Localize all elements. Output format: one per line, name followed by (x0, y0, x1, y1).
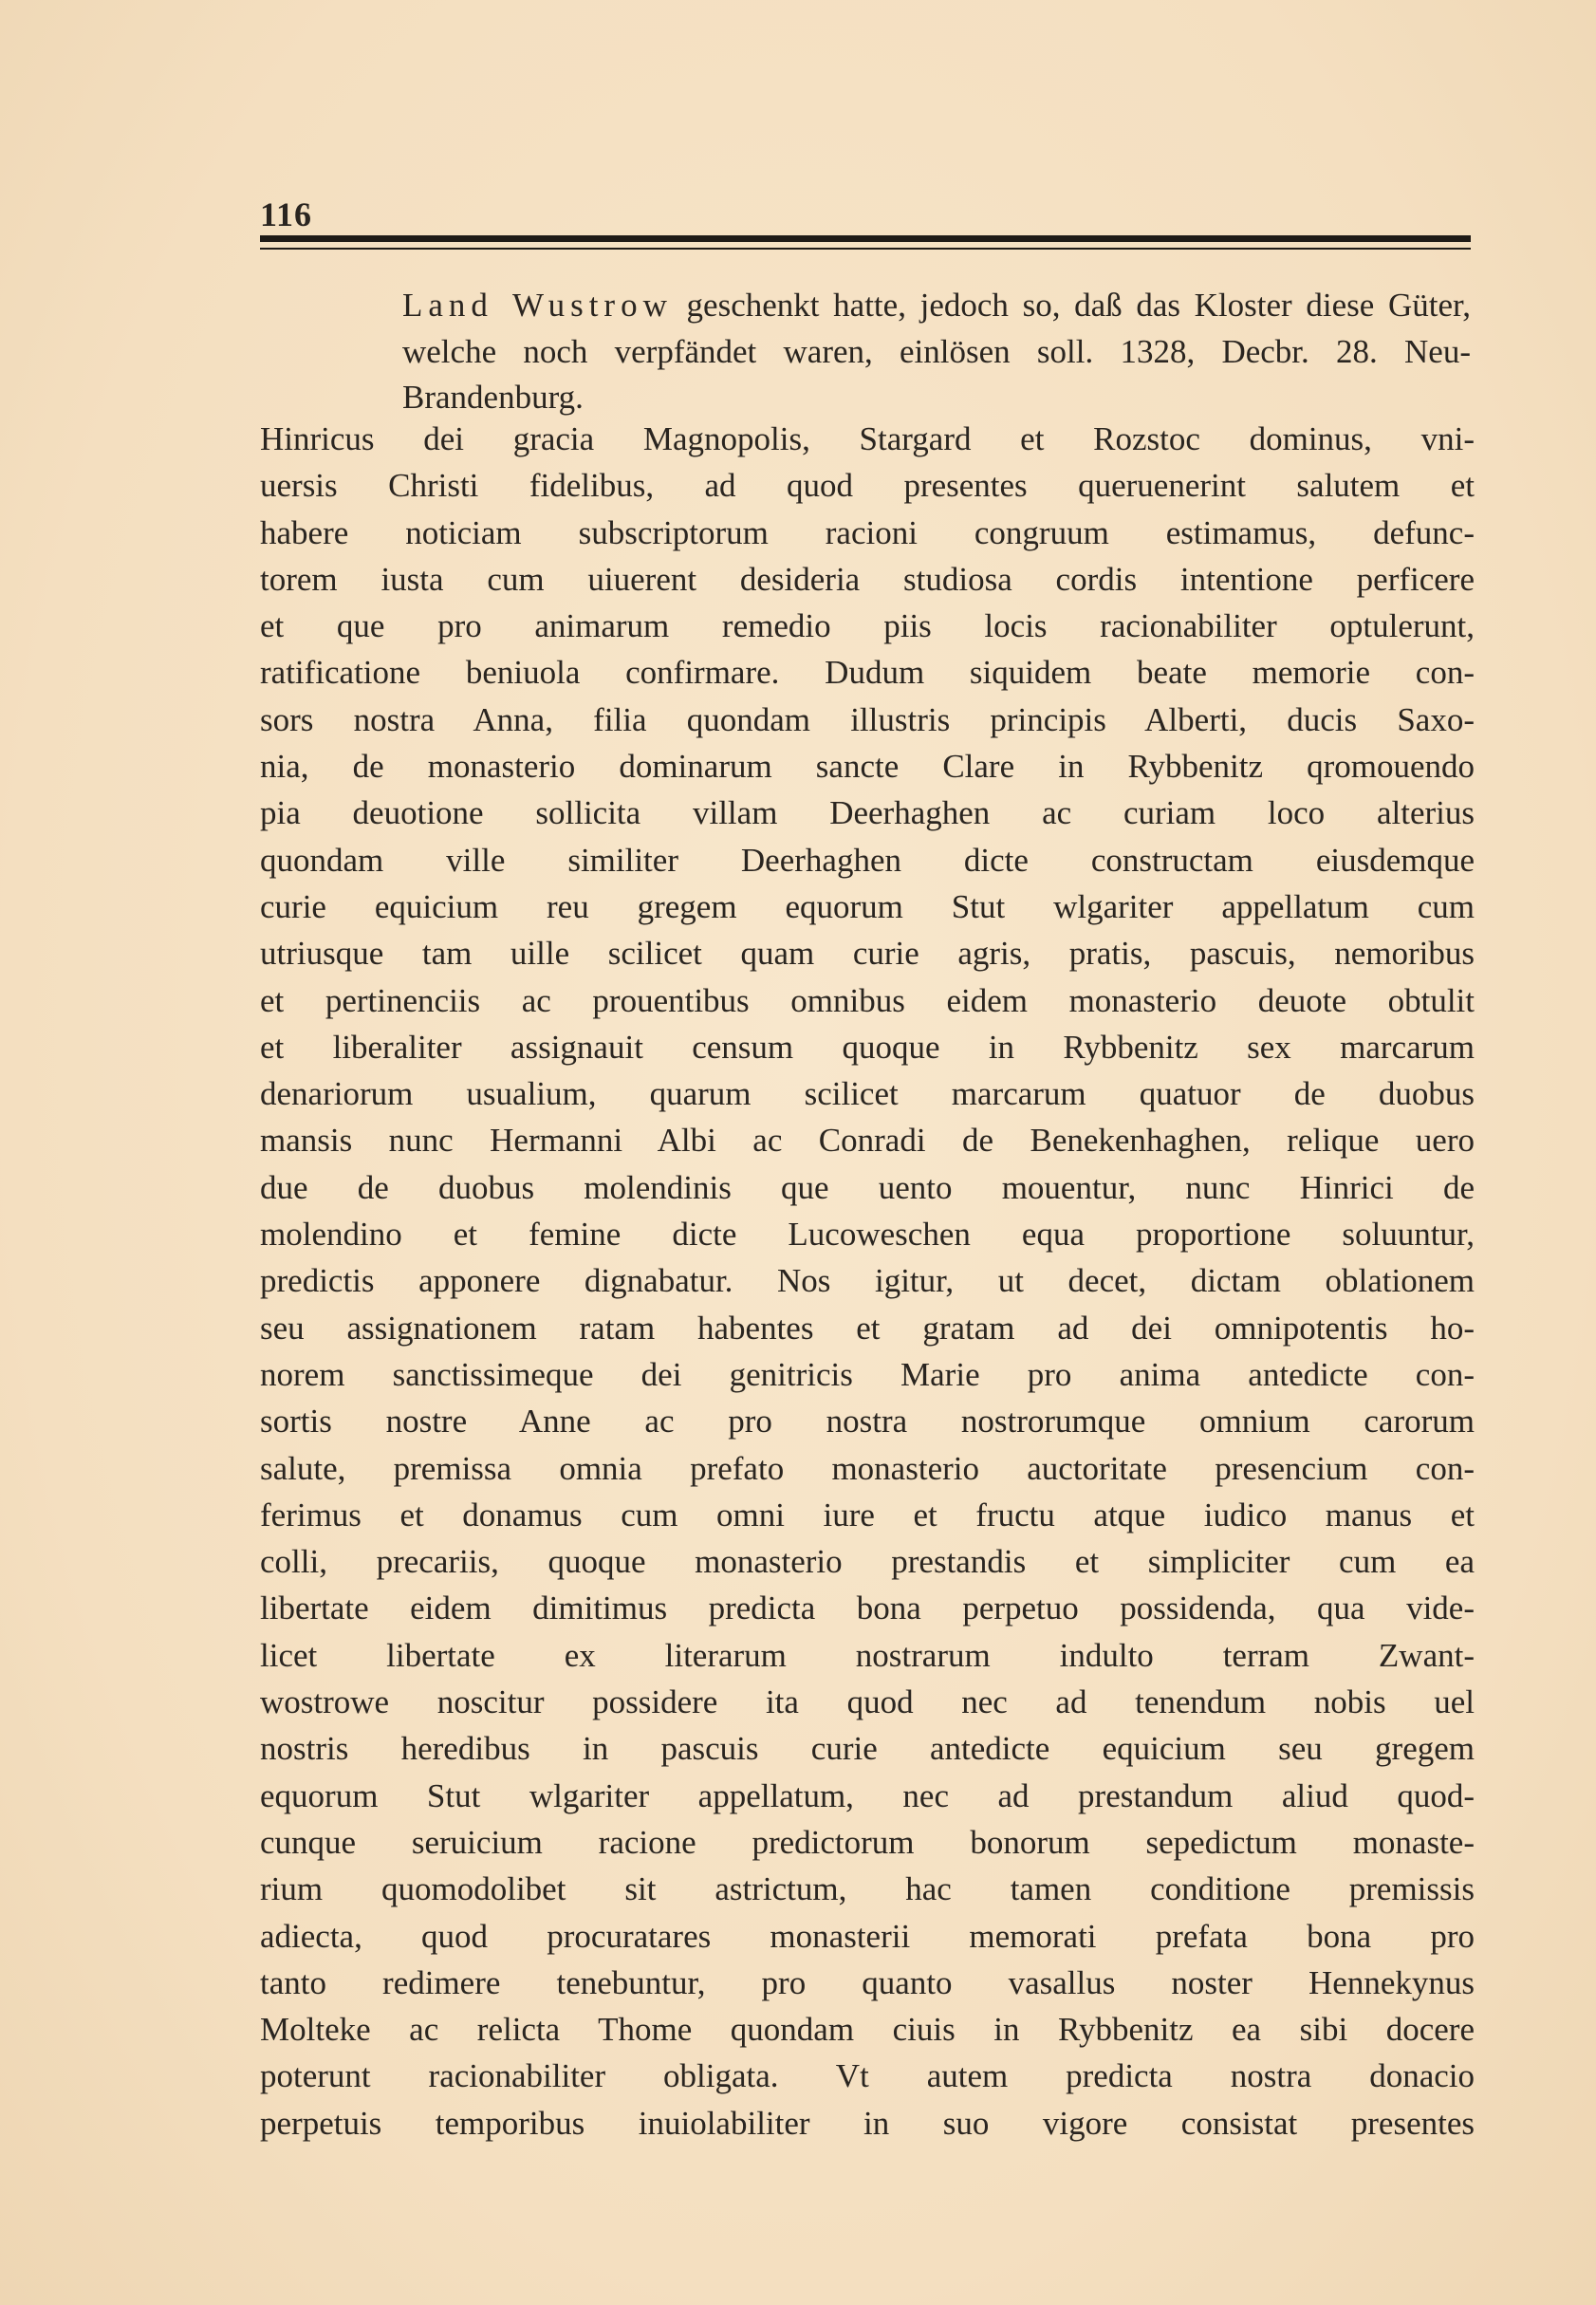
text-line: quondam ville similiter Deerhaghen dicte constructam eiusdemque (260, 841, 1475, 879)
text-line: nostris heredibus in pascuis curie antedicte equicium seu gregem (260, 1730, 1475, 1768)
text-line: salute, premissa omnia prefato monasterio auctoritate presencium con- (260, 1449, 1475, 1487)
text-line: et liberaliter assignauit censum quoque in Rybbenitz sex marcarum (260, 1028, 1475, 1066)
text-line: nia, de monasterio dominarum sancte Clare in Rybbenitz qromouendo (260, 748, 1475, 786)
text-line: norem sanctissimeque dei genitricis Marie pro anima antedicte con- (260, 1355, 1475, 1393)
text-line: curie equicium reu gregem equorum Stut wlgariter appellatum cum (260, 887, 1475, 925)
text-line: rium quomodolibet sit astrictum, hac tamen conditione premissis (260, 1870, 1475, 1908)
text-line: wostrowe noscitur possidere ita quod nec ad tenendum nobis uel (260, 1683, 1475, 1721)
charter-text (260, 416, 1475, 2147)
header-rule-thick (260, 235, 1471, 242)
text-line: due de duobus molendinis que uento mouentur, nunc Hinrici de (260, 1168, 1475, 1206)
document-abstract (402, 283, 1471, 421)
text-line: sors nostra Anna, filia quondam illustris principis Alberti, ducis Saxo- (260, 700, 1475, 738)
text-line: pia deuotione sollicita villam Deerhaghen ac curiam loco alterius (260, 794, 1475, 832)
text-line: seu assignationem ratam habentes et gratam ad dei omnipotentis ho- (260, 1309, 1475, 1347)
text-line: ferimus et donamus cum omni iure et fructu atque iudico manus et (260, 1496, 1475, 1534)
text-line: habere noticiam subscriptorum racioni congruum estimamus, defunc- (260, 513, 1475, 551)
text-line: libertate eidem dimitimus predicta bona perpetuo possidenda, qua vide- (260, 1589, 1475, 1627)
abstract-text: geschenkt hatte, jedoch so, daß das Kloster diese Güter, welche noch verpfändet waren, einlösen soll. 1328, Decbr. 28. Neu-Brandenburg. (402, 287, 1471, 416)
text-line: adiecta, quod procuratares monasterii memorati prefata bona pro (260, 1917, 1475, 1955)
text-line: poterunt racionabiliter obligata. Vt autem predicta nostra donacio (260, 2057, 1475, 2095)
text-line: et pertinenciis ac prouentibus omnibus eidem monasterio deuote obtulit (260, 981, 1475, 1019)
header-rule-thin (260, 248, 1471, 250)
text-line: Molteke ac relicta Thome quondam ciuis in Rybbenitz ea sibi docere (260, 2011, 1475, 2049)
text-line: ratificatione beniuola confirmare. Dudum siquidem beate memorie con- (260, 654, 1475, 692)
text-line: tanto redimere tenebuntur, pro quanto vasallus noster Hennekynus (260, 1963, 1475, 2001)
text-line: equorum Stut wlgariter appellatum, nec ad prestandum aliud quod- (260, 1776, 1475, 1814)
text-line: et que pro animarum remedio piis locis racionabiliter optulerunt, (260, 607, 1475, 645)
abstract-paragraph (402, 283, 1471, 421)
text-line: molendino et femine dicte Lucoweschen equa proportione soluuntur, (260, 1216, 1475, 1254)
text-line: sortis nostre Anne ac pro nostra nostrorumque omnium carorum (260, 1403, 1475, 1441)
page-number: 116 (260, 195, 313, 233)
text-line: utriusque tam uille scilicet quam curie agris, pratis, pascuis, nemoribus (260, 935, 1475, 973)
text-line: uersis Christi fidelibus, ad quod presentes queruenerint salutem et (260, 467, 1475, 505)
text-line: cunque seruicium racione predictorum bonorum sepedictum monaste- (260, 1823, 1475, 1861)
text-line: licet libertate ex literarum nostrarum indulto terram Zwant- (260, 1636, 1475, 1674)
place-name: Land Wustrow (402, 287, 673, 324)
text-line: denariorum usualium, quarum scilicet marcarum quatuor de duobus (260, 1075, 1475, 1113)
text-line: perpetuis temporibus inuiolabiliter in suo vigore consistat presentes (260, 2104, 1475, 2142)
text-line: mansis nunc Hermanni Albi ac Conradi de Benekenhaghen, relique uero (260, 1122, 1475, 1160)
text-line: colli, precariis, quoque monasterio prestandis et simpliciter cum ea (260, 1543, 1475, 1581)
text-line: torem iusta cum uiuerent desideria studiosa cordis intentione perficere (260, 560, 1475, 598)
text-line: predictis apponere dignabatur. Nos igitur, ut decet, dictam oblationem (260, 1262, 1475, 1300)
text-line: Hinricus dei gracia Magnopolis, Stargard et Rozstoc dominus, vni- (260, 420, 1475, 457)
